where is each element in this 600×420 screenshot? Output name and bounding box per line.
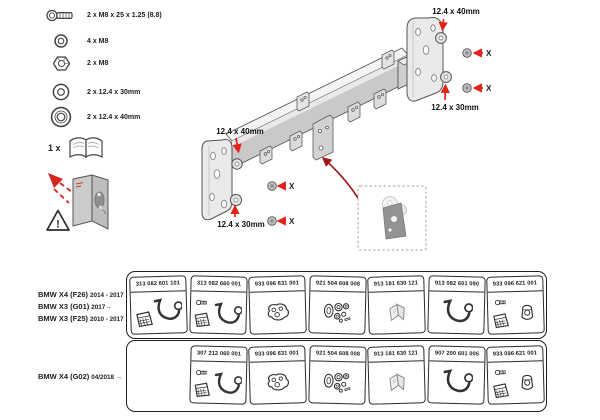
parts-package xyxy=(129,275,188,335)
manual-and-warning-illustration xyxy=(35,128,165,253)
part-number: 933 096 631 001 xyxy=(249,276,304,293)
cover-cap-icon xyxy=(522,375,533,389)
package-contents xyxy=(488,291,544,334)
manual-book-icon xyxy=(70,138,102,157)
parts-bag-icon xyxy=(195,383,209,397)
vehicle-years: 2010 - 2017 xyxy=(90,316,124,323)
discard-marker: X xyxy=(289,217,295,226)
warning-exclamation-mark: ! xyxy=(56,218,60,231)
vehicle-model: BMW X3 (G01) xyxy=(38,302,90,311)
manual-icon xyxy=(390,304,405,320)
package-contents xyxy=(488,361,544,404)
package-contents xyxy=(428,361,484,403)
large-washer-icon xyxy=(44,82,78,102)
discard-nut xyxy=(268,217,277,226)
warning-triangle-icon xyxy=(47,211,69,231)
package-contents xyxy=(190,291,246,333)
parts-package xyxy=(248,345,307,405)
towbar-icon xyxy=(215,303,242,322)
vehicle-model: BMW X3 (F25) xyxy=(38,314,89,323)
package-contents xyxy=(250,291,306,334)
part-number: 921 504 608 008 xyxy=(310,346,365,362)
vehicle-model: BMW X4 (G02) xyxy=(38,372,90,381)
package-contents xyxy=(369,291,425,334)
parts-list-label: 2 x M8 x 25 x 1.25 (8.8) xyxy=(87,12,162,19)
parts-list-label: 4 x M8 xyxy=(87,37,109,45)
detail-inset xyxy=(358,186,426,250)
parts-list-row xyxy=(44,82,140,102)
parts-bag-icon xyxy=(195,313,209,327)
part-number: 913 181 630 121 xyxy=(368,276,423,293)
parts-package xyxy=(427,345,485,404)
towbar-icon xyxy=(444,370,473,390)
vehicle-years: 2014 - 2017 xyxy=(90,292,124,299)
parts-package xyxy=(189,345,247,404)
bolt-icon xyxy=(495,370,505,375)
part-number: 933 096 631 001 xyxy=(249,346,304,363)
parts-bag-icon xyxy=(494,383,508,397)
package-contents xyxy=(428,291,484,333)
towbar-icon xyxy=(444,300,473,320)
dimension-label: 12.4 x 40mm xyxy=(432,7,480,16)
right-end-bracket xyxy=(407,18,443,102)
package-row-2 xyxy=(190,346,545,404)
manual-quantity-label: 1 x xyxy=(48,143,61,153)
parts-package xyxy=(308,345,366,404)
fasteners-icon xyxy=(324,303,350,322)
vehicle-years: 2017→ xyxy=(91,304,112,311)
manual-icon xyxy=(390,374,405,390)
towbar-icon xyxy=(215,373,242,392)
parts-package xyxy=(486,275,545,335)
parts-package xyxy=(189,275,247,334)
part-number: 913 181 630 121 xyxy=(368,346,423,363)
parts-list-row xyxy=(44,55,108,72)
dimension-label: 12.4 x 40mm xyxy=(216,127,264,136)
parts-list-label: 2 x M8 xyxy=(87,60,109,67)
hex-nut-icon xyxy=(44,55,78,72)
package-contents xyxy=(190,361,246,403)
discard-marker: X xyxy=(486,49,492,58)
parts-bag-icon xyxy=(137,311,152,325)
dimension-label: 12.4 x 30mm xyxy=(217,220,265,229)
parts-package xyxy=(427,275,485,334)
spacer-washer xyxy=(230,194,241,205)
parts-list-label: 2 x 12.4 x 30mm xyxy=(87,88,141,96)
bolt-icon xyxy=(196,300,206,305)
parts-package xyxy=(367,345,426,405)
package-contents xyxy=(309,291,365,333)
parts-package xyxy=(248,275,307,335)
vehicle-years: 04/2018 → xyxy=(91,374,123,381)
info-leaflet xyxy=(73,175,108,229)
parts-bag-icon xyxy=(494,313,508,327)
parts-list-row xyxy=(44,105,140,129)
part-number: 313 082 660 001 xyxy=(191,276,246,292)
parts-list-row xyxy=(44,33,108,49)
bracket-icon xyxy=(268,373,289,389)
large-washer-icon xyxy=(44,105,78,129)
vehicle-label xyxy=(38,366,122,384)
hex-bolt-icon xyxy=(44,8,78,23)
part-number: 913 082 601 090 xyxy=(429,276,484,292)
spacer-washer xyxy=(436,33,447,44)
discard-nut xyxy=(463,49,472,58)
towbar-icon xyxy=(155,299,182,319)
discard-marker: X xyxy=(289,182,295,191)
bracket-icon xyxy=(268,303,289,319)
parts-package xyxy=(486,345,545,405)
spacer-washer xyxy=(232,159,242,169)
parts-package xyxy=(367,275,426,335)
vehicle-model: BMW X4 (F26) xyxy=(38,290,89,299)
part-number: 933 096 621 001 xyxy=(487,346,542,363)
package-contents xyxy=(250,361,306,404)
washer-icon xyxy=(44,33,78,49)
parts-list-row xyxy=(44,8,162,23)
cover-cap-icon xyxy=(522,305,533,319)
attention-pointer-icon xyxy=(48,173,76,203)
package-contents xyxy=(309,361,365,403)
crossbar-assembly-diagram xyxy=(180,0,600,265)
package-contents xyxy=(131,291,187,334)
discard-nut xyxy=(463,84,472,93)
part-number: 307 212 060 001 xyxy=(191,346,246,362)
part-number: 921 504 608 008 xyxy=(310,276,365,292)
fasteners-icon xyxy=(324,373,350,392)
spacer-washer xyxy=(441,72,452,83)
vehicle-label xyxy=(38,308,124,326)
dimension-label: 12.4 x 30mm xyxy=(431,103,479,112)
discard-nut xyxy=(268,182,277,191)
part-number: 907 200 601 005 xyxy=(429,346,484,362)
package-row-1 xyxy=(130,276,544,334)
parts-list-label: 2 x 12.4 x 40mm xyxy=(87,113,141,121)
bolt-icon xyxy=(196,370,206,375)
parts-package xyxy=(308,275,366,334)
left-end-bracket xyxy=(202,139,232,219)
part-number: 313 082 601 101 xyxy=(130,276,185,293)
package-contents xyxy=(369,361,425,404)
bolt-icon xyxy=(495,300,505,305)
part-number: 933 096 621 001 xyxy=(487,276,542,293)
discard-marker: X xyxy=(486,84,492,93)
